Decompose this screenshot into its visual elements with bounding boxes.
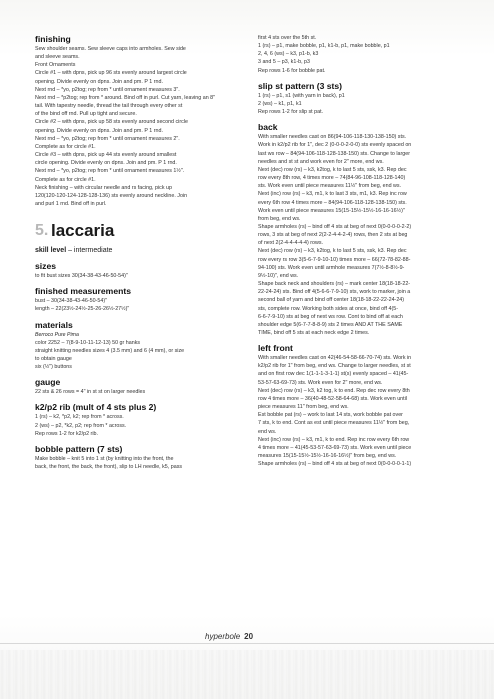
back-section bbox=[258, 122, 486, 337]
text-line: rows, 3 sts at beg of next 2(2-2-4-4-2-4) rows, then 2 sts at beg bbox=[258, 232, 408, 239]
bobble-continued-body bbox=[258, 34, 486, 75]
text-line: first 4 sts over the 5th st. bbox=[258, 35, 317, 41]
footer-rule bbox=[0, 643, 494, 644]
text-line: Rep rows 1-2 for k2/p2 rib. bbox=[35, 430, 98, 437]
text-line: 7 sts, k to end. Cont as est until piece measures 11½" from beg, bbox=[258, 420, 410, 427]
measurements-heading: finished measurements bbox=[35, 286, 131, 297]
pattern-number: 5. bbox=[35, 222, 49, 240]
text-line: Work in k2/p2 rib for 1", dec 2 (0-0-0-2-0-0) sts evenly spaced on bbox=[258, 142, 412, 149]
sizes-body bbox=[35, 272, 263, 280]
rib-heading: k2/p2 rib (mult of 4 sts plus 2) bbox=[35, 402, 157, 413]
page-footer bbox=[205, 632, 253, 641]
left-front-heading: left front bbox=[258, 343, 293, 354]
gauge-section bbox=[35, 377, 263, 396]
text-line: Est bobble pat (rs) – work to last 14 sts, work bobble pat over bbox=[258, 412, 403, 419]
text-line: to obtain gauge bbox=[35, 355, 72, 362]
text-line: With smaller needles cast on 42(46-54-58-66-70-74) sts. Work in bbox=[258, 355, 412, 362]
right-column bbox=[258, 34, 486, 468]
text-line: circle opening. Divide evenly on dpns. Join and pm. P 1 rnd. bbox=[35, 160, 177, 167]
text-line: 2 (ws) – p2, *k2, p2; rep from * across. bbox=[35, 422, 127, 429]
text-line: six (½") buttons bbox=[35, 364, 72, 371]
finishing-heading: finishing bbox=[35, 34, 71, 44]
text-line: k2/p2 rib for 1" from beg, end ws. Change to larger needles, st st bbox=[258, 363, 411, 370]
text-line: 53-57-63-69-73) sts. Work even for 2" more, end ws. bbox=[258, 379, 383, 386]
text-line: Next (inc) row (rs) – k3, m1, k to last 3 sts, m1, k3. Rep inc row bbox=[258, 191, 407, 198]
text-line: sts. Work even until piece measures 11½" from beg, end ws. bbox=[258, 183, 402, 190]
skill-level bbox=[35, 246, 263, 255]
left-front-body bbox=[258, 354, 486, 468]
text-line: Complete as for circle #1. bbox=[35, 143, 96, 150]
text-line: opening. Divide evenly on dpns. Join and pm. P 1 rnd. bbox=[35, 127, 163, 134]
left-column bbox=[35, 34, 263, 471]
text-line: of next 2(2-4-4-4-4-4) rows. bbox=[258, 240, 324, 247]
bobble-continued bbox=[258, 34, 486, 75]
text-line: 2 (ws) – k1, p1, k1 bbox=[258, 100, 302, 107]
text-line: last ws row – 84(94-106-118-128-138-150) sts. Change to larger bbox=[258, 150, 410, 157]
text-line: 1 (rs) – p1, s1 (with yarn in back), p1 bbox=[258, 92, 345, 99]
text-line: 22-24-24) sts. Bind off 4(5-6-6-7-9-10) sts, work to marker, join a bbox=[258, 289, 411, 296]
text-line: shoulder edge 5(6-7-7-8-8-9) sts 2 times AND AT THE SAME bbox=[258, 321, 403, 328]
text-line: 22 sts & 26 rows = 4" in st st on larger needles bbox=[35, 389, 146, 396]
text-line: Circle #3 – with dpns, pick up 44 sts evenly around smallest bbox=[35, 152, 177, 159]
text-line: 3 and 5 – p3, k1-b, p3 bbox=[258, 59, 310, 66]
materials-heading: materials bbox=[35, 319, 73, 330]
text-line: 120(120-120-124-128-128-136) sts evenly around neckline. Join bbox=[35, 192, 188, 199]
text-line: Next (inc) row (rs) – k3, m1, k to end. Rep inc row every 6th row bbox=[258, 436, 410, 443]
text-line: TIME, bind off 5 sts at each neck edge 2 times. bbox=[258, 330, 370, 336]
materials-section bbox=[35, 320, 263, 372]
slip-heading: slip st pattern (3 sts) bbox=[258, 80, 343, 91]
text-line: 1 (rs) – k2, *p2, k2; rep from * across. bbox=[35, 414, 124, 421]
text-line: Next rnd – *yo, p2tog; rep from * until ornament measures 1½". bbox=[35, 168, 185, 175]
text-line: color 2252 – 7(8-9-10-11-12-13) 50 gr hanks bbox=[35, 339, 141, 346]
text-line: 6-6-7-9-10) sts at beg of next ws row. Cont to bind off at each bbox=[258, 313, 403, 320]
text-line: piece measures 11" from beg, end ws. bbox=[258, 404, 349, 411]
text-line: bust – 30(34-38-43-46-50-54)" bbox=[35, 298, 108, 305]
measurements-body bbox=[35, 297, 263, 313]
text-line: and sleeve seams. bbox=[35, 54, 80, 61]
left-front-section bbox=[258, 343, 486, 468]
bobble-heading: bobble pattern (7 sts) bbox=[35, 443, 123, 454]
text-line: second ball of yarn and bind off center 18(18-18-22-22-24-24) bbox=[258, 297, 405, 304]
text-line: Shape back neck and shoulders (rs) – mark center 18(18-18-22- bbox=[258, 281, 411, 288]
text-line: Next rnd – *yo, p2tog; rep from * until ornament measures 3". bbox=[35, 86, 180, 93]
text-line: end ws. bbox=[258, 428, 277, 435]
text-line: of the bind off rnd. Pull up tight and secure. bbox=[35, 111, 137, 118]
pattern-title bbox=[35, 222, 263, 244]
text-line: length – 22(23½-24½-25-26-26½-27½)" bbox=[35, 306, 130, 313]
text-line: tail. With tapestry needle, thread the tail through every other st bbox=[35, 103, 183, 110]
text-line: Rep rows 1-6 for bobble pat. bbox=[258, 67, 326, 74]
scan-texture bbox=[0, 650, 494, 699]
text-line: Next rnd – *p2tog; rep from * around. Bind off in purl. Cut yarn, leaving an 8" bbox=[35, 94, 216, 101]
text-line: Complete as for circle #1. bbox=[35, 176, 96, 183]
gauge-heading: gauge bbox=[35, 377, 61, 388]
rib-body bbox=[35, 413, 263, 437]
text-line: Neck finishing – with circular needle and rs facing, pick up bbox=[35, 184, 172, 191]
text-line: 2, 4, 6 (ws) – k3, p1-b, k3 bbox=[258, 51, 319, 58]
slip-section bbox=[258, 81, 486, 116]
bobble-section bbox=[35, 444, 263, 471]
text-line: Next (dec) row (rs) – k3, k2tog, k to last 5 sts, ssk, k3. Rep dec bbox=[258, 166, 407, 173]
text-line: With smaller needles cast on 86(94-106-118-130-138-150) sts. bbox=[258, 134, 407, 141]
text-line: and purl 1 rnd. Bind off in purl. bbox=[35, 200, 107, 207]
text-line: Shape armholes (rs) – bind off 4 sts at beg of next 0(0-0-0-0-2-2) bbox=[258, 223, 412, 230]
text-line: and on first row dec 1(1-1-1-3-1-1) st(s) evenly spaced – 41(45- bbox=[258, 371, 409, 378]
text-line: back, the front, the back, the front), slip to LH needle, k5, pass bbox=[35, 464, 183, 470]
skill-level-label: skill level bbox=[35, 247, 67, 255]
materials-body bbox=[35, 339, 263, 372]
sizes-section bbox=[35, 261, 263, 280]
finishing-section bbox=[35, 34, 263, 208]
text-line: Front Ornaments bbox=[35, 62, 76, 69]
text-line: 9½-10)", end ws. bbox=[258, 272, 299, 279]
text-line: sts, complete row. Working both sides at once, bind off 4(5- bbox=[258, 305, 398, 312]
text-line: from beg, end ws. bbox=[258, 215, 301, 222]
bobble-body bbox=[35, 455, 263, 471]
text-line: row every rs row 3(5-6-7-9-10-10) times more – 66(72-78-82-88- bbox=[258, 256, 411, 263]
text-line: every 6th row 4 times more – 84(94-106-118-128-138-150) sts. bbox=[258, 199, 407, 206]
rib-section bbox=[35, 402, 263, 437]
text-line: row every 8th row, 4 times more – 74(84-96-108-118-128-140) bbox=[258, 175, 406, 182]
yarn-brand: Berroco Pure Pima bbox=[35, 331, 79, 338]
slip-body bbox=[258, 92, 486, 116]
text-line: needles and st st and work even for 2" more, end ws. bbox=[258, 158, 384, 165]
text-line: Circle #1 – with dpns, pick up 96 sts evenly around largest circle bbox=[35, 70, 187, 77]
text-line: measures 15(15-15½-15½-16-16-16½)" from beg, end ws. bbox=[258, 453, 397, 460]
text-line: Circle #2 – with dpns, pick up 58 sts evenly around second circle bbox=[35, 119, 188, 126]
text-line: Shape armholes (rs) – bind off 4 sts at beg of next 0(0-0-0-0-1-1) bbox=[258, 461, 412, 468]
finishing-body bbox=[35, 45, 263, 208]
text-line: Sew shoulder seams. Sew sleeve caps into armholes. Sew side bbox=[35, 46, 186, 52]
text-line: Next (dec) row (rs) – k3, k2tog, k to last 5 sts, ssk, k3. Rep dec bbox=[258, 248, 407, 255]
pattern-name: laccaria bbox=[51, 221, 115, 241]
text-line: 1 (rs) – p1, make bobble, p1, k1-b, p1, make bobble, p1 bbox=[258, 43, 390, 50]
back-body bbox=[258, 133, 486, 337]
page-number: 20 bbox=[244, 632, 254, 641]
text-line: Next rnd – *yo, p2tog; rep from * until ornament measures 2". bbox=[35, 135, 180, 142]
measurements-section bbox=[35, 286, 263, 313]
text-line: row 4 times more – 36(40-48-52-58-64-68) sts. Work even until bbox=[258, 395, 407, 402]
text-line: Work even until piece measures 15(15-15½-15½-16-16-16½)" bbox=[258, 207, 405, 214]
sizes-heading: sizes bbox=[35, 261, 57, 272]
back-heading: back bbox=[258, 122, 278, 133]
text-line: opening. Divide evenly on dpns. Join and pm. P 1 rnd. bbox=[35, 78, 163, 85]
text-line: 4 times more – 41(45-53-57-63-69-73) sts. Work even until piece bbox=[258, 444, 412, 451]
magazine-name: hyperbole bbox=[205, 632, 241, 641]
text-line: Make bobble – knit 5 into 1 st (by knitting into the front, the bbox=[35, 455, 174, 462]
text-line: to fit bust sizes 30(34-38-43-46-50-54)" bbox=[35, 273, 128, 280]
text-line: Next (dec) row (rs) – k3, k2 tog, k to end. Rep dec row every 8th bbox=[258, 387, 410, 394]
text-line: 94-100) sts. Work even until armhole measures 7(7½-8-8½-9- bbox=[258, 264, 405, 271]
text-line: Rep rows 1-2 for slip st pat. bbox=[258, 109, 324, 116]
text-line: straight knitting needles sizes 4 (3.5 mm) and 6 (4 mm), or size bbox=[35, 347, 185, 354]
gauge-body bbox=[35, 388, 263, 396]
skill-level-value: – intermediate bbox=[68, 247, 113, 255]
